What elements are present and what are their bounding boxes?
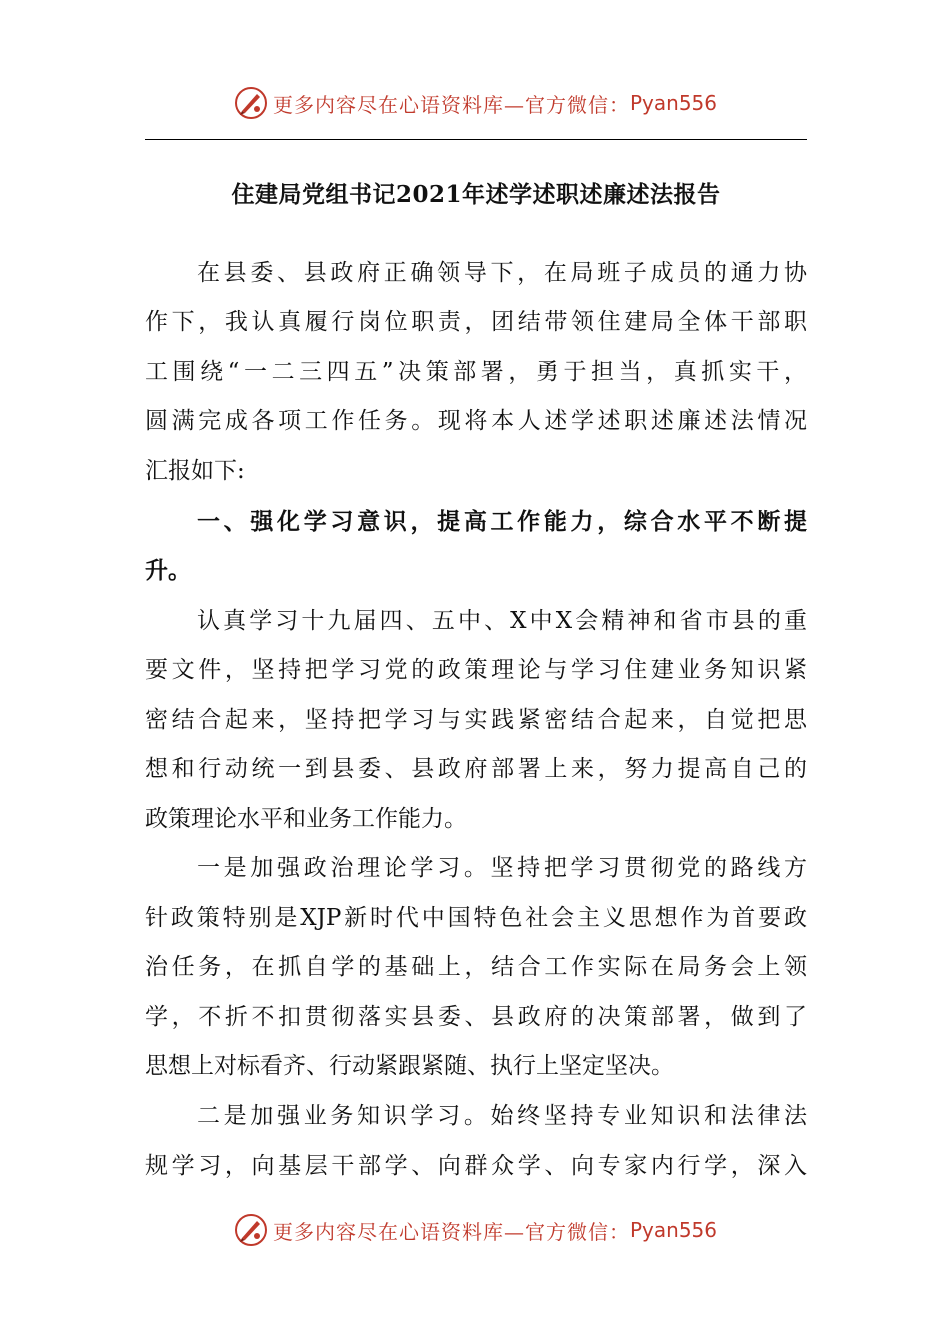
- paragraph-line: 学，不折不扣贯彻落实县委、县政府的决策部署，做到了: [145, 1004, 807, 1030]
- paragraph-line: 认真学习十九届四、五中、X中X会精神和省市县的重: [197, 608, 807, 634]
- header-divider: [145, 139, 807, 140]
- watermark-text: 更多内容尽在心语资料库—官方微信：: [272, 1219, 630, 1244]
- paragraph-line: 治任务，在抓自学的基础上，结合工作实际在局务会上领: [145, 954, 807, 980]
- paragraph-line: 一是加强政治理论学习。坚持把学习贯彻党的路线方: [197, 855, 807, 881]
- document-title: 住建局党组书记2021年述学述职述廉述法报告: [231, 181, 721, 208]
- header-watermark-banner: [0, 83, 950, 123]
- paragraph-line: 汇报如下:: [145, 458, 245, 484]
- watermark-text: 更多内容尽在心语资料库—官方微信：: [272, 92, 630, 117]
- paragraph-line: 二是加强业务知识学习。始终坚持专业知识和法律法: [197, 1103, 807, 1129]
- watermark-handle: Pyan556: [629, 91, 717, 115]
- footer-watermark-banner: [0, 1210, 950, 1250]
- paragraph-line: 在县委、县政府正确领导下，在局班子成员的通力协: [197, 260, 807, 286]
- paragraph-line: 想和行动统一到县委、县政府部署上来，努力提高自己的: [145, 756, 807, 782]
- watermark-handle: Pyan556: [629, 1218, 717, 1242]
- paragraph-line: 要文件，坚持把学习党的政策理论与学习住建业务知识紧: [145, 657, 807, 683]
- paragraph-line: 政策理论水平和业务工作能力。: [145, 806, 467, 832]
- section-heading: 升。: [145, 558, 191, 584]
- paragraph-line: 作下，我认真履行岗位职责，团结带领住建局全体干部职: [145, 309, 807, 335]
- quill-logo-icon: [233, 1212, 269, 1248]
- paragraph-line: 规学习，向基层干部学、向群众学、向专家内行学，深入: [145, 1153, 807, 1179]
- section-heading: 一、强化学习意识，提高工作能力，综合水平不断提: [197, 509, 807, 535]
- quill-logo-icon: [233, 85, 269, 121]
- paragraph-line: 工围绕“一二三四五”决策部署，勇于担当，真抓实干，: [145, 359, 807, 385]
- paragraph-line: 思想上对标看齐、行动紧跟紧随、执行上坚定坚决。: [145, 1053, 674, 1079]
- paragraph-line: 密结合起来，坚持把学习与实践紧密结合起来，自觉把思: [145, 707, 807, 733]
- paragraph-line: 针政策特别是XJP新时代中国特色社会主义思想作为首要政: [145, 905, 807, 931]
- paragraph-line: 圆满完成各项工作任务。现将本人述学述职述廉述法情况: [145, 408, 807, 434]
